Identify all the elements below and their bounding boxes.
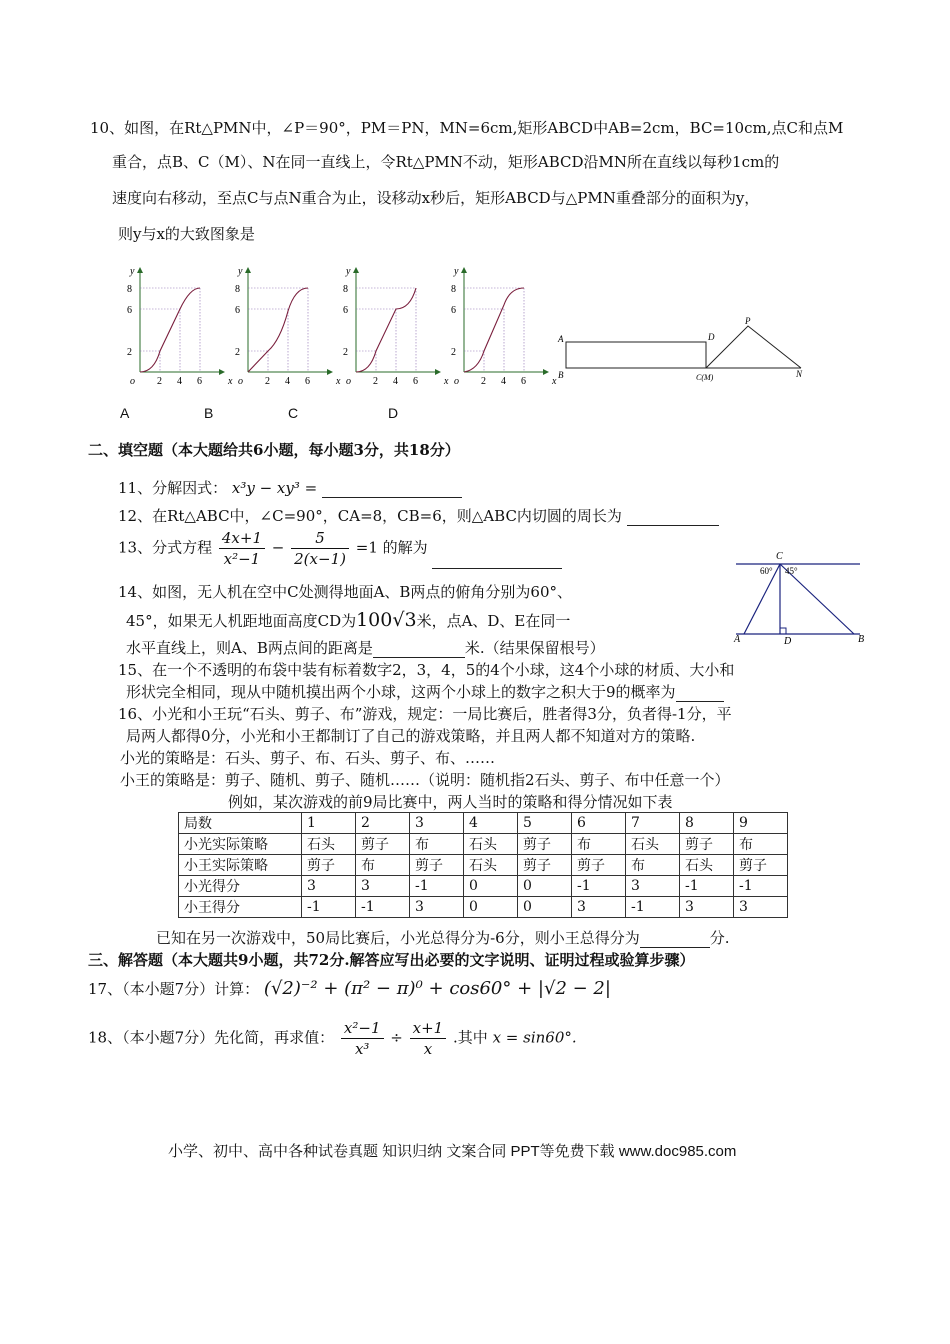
q12-text: 12、在Rt△ABC中，∠C=90°，CA=8，CB=6，则△ABC内切圆的周长为 (118, 507, 622, 525)
option-a-label: A (120, 405, 130, 421)
q13-answer-blank[interactable] (432, 554, 562, 569)
q13-minus: − (271, 538, 285, 557)
x-tick-label: 4 (501, 376, 506, 386)
table-cell: 5 (518, 813, 572, 834)
origin-label: o (130, 376, 135, 386)
q18-suffix: .其中 (453, 1028, 488, 1047)
q18 (88, 1018, 577, 1059)
x-axis-label: x (336, 376, 341, 386)
table-cell: 布 (356, 855, 410, 876)
table-cell: 石头 (464, 855, 518, 876)
table-cell: -1 (680, 876, 734, 897)
q14-line1: 14、如图，无人机在空中C处测得地面A、B两点的俯角分别为60°、 (118, 583, 573, 601)
q10-line2: 重合，点B、C（M）、N在同一直线上，令Rt△PMN不动，矩形ABCD沿MN所在直线以每秒1cm的 (112, 153, 780, 171)
fig-label-a: A (558, 334, 564, 344)
xiaoguang-strategy-row (179, 834, 788, 855)
table-cell: 1 (302, 813, 356, 834)
row-header-cell: 小王得分 (179, 897, 302, 918)
y-tick-label: 6 (235, 305, 240, 316)
y-tick-label: 2 (451, 347, 456, 358)
section3-title: 三、解答题（本大题共9小题，共72分.解答应写出必要的文字说明、证明过程或验算步骤） (88, 951, 695, 969)
y-tick-label: 2 (235, 347, 240, 358)
fig-label-n: N (796, 369, 803, 379)
table-cell: -1 (356, 897, 410, 918)
xiaowang-strategy-row (179, 855, 788, 876)
q14-answer-blank[interactable] (373, 643, 465, 658)
table-cell: 3 (356, 876, 410, 897)
q10-option-graphs (116, 262, 566, 386)
fig-label-cm: C(M) (696, 373, 714, 382)
table-cell: 剪子 (356, 834, 410, 855)
q16-line4: 小王的策略是：剪子、随机、剪子、随机……（说明：随机指2石头、剪子、布中任意一个） (120, 771, 730, 789)
section2-title: 二、填空题（本大题给共6小题，每小题3分，共18分） (88, 441, 460, 459)
y-tick-label: 6 (343, 305, 348, 316)
row-header-cell: 局数 (179, 813, 302, 834)
x-tick-label: 2 (481, 376, 486, 386)
y-tick-label: 2 (343, 347, 348, 358)
table-cell: 布 (410, 834, 464, 855)
option-c-graph (343, 266, 449, 386)
q18-fraction-1: $\frac{\text{x²−1}}{\text{x³}}$ (341, 1018, 384, 1059)
origin-label: o (346, 376, 351, 386)
x-tick-label: 4 (177, 376, 182, 386)
xiaowang-score-row (179, 897, 788, 918)
x-tick-label: 6 (521, 376, 526, 386)
q11 (118, 478, 462, 498)
option-d-label: D (388, 405, 399, 421)
q14-height-value: 100√3 (356, 609, 417, 631)
q13-equals: =1 (355, 538, 378, 557)
q14-line3 (126, 638, 605, 658)
q15-line2 (126, 682, 724, 702)
q13-fraction-1: $\frac{4x+1}{\text{x²−1}}$ (219, 528, 265, 569)
q10-line1: 10、如图，在Rt△PMN中，∠P＝90°，PM＝PN，MN=6cm,矩形ABCD中AB=2cm，BC=10cm,点C和点M (90, 119, 844, 137)
table-cell: 7 (626, 813, 680, 834)
drone-label-a: A (734, 634, 741, 644)
table-cell: 4 (464, 813, 518, 834)
q13-suffix: 的解为 (382, 538, 428, 557)
graph-curve (140, 288, 200, 372)
q14-line3-start: 水平直线上，则A、B两点间的距离是 (126, 639, 373, 657)
q13 (118, 528, 562, 569)
option-a-graph (127, 266, 233, 386)
table-cell: 布 (572, 834, 626, 855)
graph-curve (356, 288, 416, 372)
table-cell: 2 (356, 813, 410, 834)
q17-expression: (√2)⁻² + (π² − π)⁰ + cos60° + |√2 − 2| (263, 978, 611, 999)
drone-angle-45: 45° (785, 566, 798, 576)
drone-label-c: C (776, 551, 783, 562)
graph-curve (248, 288, 308, 372)
table-cell: 3 (734, 897, 788, 918)
q18-divide: ÷ (390, 1028, 403, 1047)
x-tick-label: 4 (393, 376, 398, 386)
table-cell: -1 (734, 876, 788, 897)
table-cell: 剪子 (734, 855, 788, 876)
x-tick-label: 6 (197, 376, 202, 386)
q16-line1: 16、小光和小王玩“石头、剪子、布”游戏，规定：一局比赛后，胜者得3分，负者得-1分，平 (118, 705, 732, 723)
origin-label: o (454, 376, 459, 386)
y-tick-label: 6 (127, 305, 132, 316)
y-tick-label: 6 (451, 305, 456, 316)
q14-line2 (126, 610, 570, 631)
x-tick-label: 2 (157, 376, 162, 386)
q13-fraction-2: $\frac{5}{2(x-1)}$ (291, 528, 349, 569)
fig-label-b: B (558, 370, 564, 380)
table-cell: 布 (734, 834, 788, 855)
q10-line3: 速度向右移动，至点C与点N重合为止，设移动x秒后，矩形ABCD与△PMN重叠部分的面积为y， (112, 189, 760, 207)
table-cell: 3 (680, 897, 734, 918)
q16-line2: 局两人都得0分，小光和小王都制订了自己的游戏策略，并且两人都不知道对方的策略. (126, 727, 696, 745)
graph-curve (464, 288, 524, 372)
table-cell: 3 (626, 876, 680, 897)
q16-line6-end: 分. (709, 929, 730, 947)
x-tick-label: 4 (285, 376, 290, 386)
q14-line2-end: 米，点A、D、E在同一 (416, 612, 571, 630)
y-tick-label: 8 (451, 284, 456, 295)
table-cell: 0 (518, 897, 572, 918)
table-cell: 石头 (464, 834, 518, 855)
table-cell: 剪子 (572, 855, 626, 876)
table-cell: 8 (680, 813, 734, 834)
q15-line2-text: 形状完全相同，现从中随机摸出两个小球，这两个小球上的数字之积大于9的概率为 (126, 683, 676, 701)
table-cell: 石头 (680, 855, 734, 876)
table-cell: 石头 (626, 834, 680, 855)
y-axis-label: y (454, 266, 459, 277)
q11-prefix: 11、分解因式： (118, 479, 228, 497)
table-cell: 剪子 (680, 834, 734, 855)
footer-text: 小学、初中、高中各种试卷真题 知识归纳 文案合同 PPT等免费下载 www.doc985.com (168, 1143, 737, 1160)
q10-figure-rectangle-triangle (556, 314, 816, 386)
y-tick-label: 2 (127, 347, 132, 358)
drone-label-b: B (858, 634, 865, 644)
table-cell: 6 (572, 813, 626, 834)
table-cell: 0 (518, 876, 572, 897)
table-cell: -1 (410, 876, 464, 897)
q15-answer-blank[interactable] (676, 687, 724, 702)
q17 (88, 976, 611, 1002)
table-cell: -1 (572, 876, 626, 897)
q16-line6 (156, 928, 729, 948)
q14-line2-start: 45°，如果无人机距地面高度CD为 (126, 612, 357, 630)
x-tick-label: 2 (265, 376, 270, 386)
fig-label-d: D (708, 332, 715, 342)
table-cell: -1 (302, 897, 356, 918)
table-cell: 0 (464, 876, 518, 897)
q16-answer-blank[interactable] (640, 933, 710, 948)
q15-line1: 15、在一个不透明的布袋中装有标着数字2，3，4，5的4个小球，这4个小球的材质、大小和 (118, 661, 735, 679)
x-tick-label: 2 (373, 376, 378, 386)
x-tick-label: 6 (413, 376, 418, 386)
row-header-cell: 小王实际策略 (179, 855, 302, 876)
option-d-graph (451, 266, 557, 386)
table-cell: 3 (302, 876, 356, 897)
origin-label: o (238, 376, 243, 386)
q13-prefix: 13、分式方程 (118, 538, 213, 557)
y-tick-label: 8 (127, 284, 132, 295)
y-axis-label: y (238, 266, 243, 277)
q10-line4: 则y与x的大致图象是 (118, 225, 255, 243)
y-axis-label: y (346, 266, 351, 277)
q16-score-table (178, 812, 788, 918)
table-cell: 剪子 (302, 855, 356, 876)
q14-figure-drone (732, 548, 872, 644)
row-header-cell: 小光得分 (179, 876, 302, 897)
table-cell: 剪子 (518, 834, 572, 855)
q12-answer-blank[interactable] (627, 511, 719, 526)
table-cell: -1 (626, 897, 680, 918)
q18-prefix: 18、（本小题7分）先化简，再求值： (88, 1028, 335, 1047)
round-number-row (179, 813, 788, 834)
option-b-graph (235, 266, 341, 386)
q14-line3-end: 米.（结果保留根号） (464, 639, 605, 657)
y-axis-label: y (130, 266, 135, 277)
y-tick-label: 8 (235, 284, 240, 295)
x-axis-label: x (552, 376, 557, 386)
table-cell: 石头 (302, 834, 356, 855)
fig-label-p: P (745, 316, 751, 326)
x-tick-label: 6 (305, 376, 310, 386)
q12 (118, 506, 719, 526)
table-cell: 3 (410, 813, 464, 834)
y-tick-label: 8 (343, 284, 348, 295)
xiaoguang-score-row (179, 876, 788, 897)
table-cell: 9 (734, 813, 788, 834)
q11-answer-blank[interactable] (322, 483, 462, 498)
q18-condition: x = sin60°. (492, 1028, 577, 1047)
q16-line5: 例如，某次游戏的前9局比赛中，两人当时的策略和得分情况如下表 (228, 793, 673, 811)
q16-line3: 小光的策略是：石头、剪子、布、石头、剪子、布、…… (120, 749, 496, 767)
table-cell: 0 (464, 897, 518, 918)
option-c-label: C (288, 405, 299, 421)
option-b-label: B (204, 405, 214, 421)
q16-line6-text: 已知在另一次游戏中，50局比赛后，小光总得分为-6分，则小王总得分为 (156, 929, 640, 947)
table-cell: 剪子 (518, 855, 572, 876)
row-header-cell: 小光实际策略 (179, 834, 302, 855)
x-axis-label: x (444, 376, 449, 386)
drone-angle-60: 60° (760, 566, 773, 576)
table-cell: 3 (572, 897, 626, 918)
q17-prefix: 17、（本小题7分）计算： (88, 980, 260, 998)
table-cell: 布 (626, 855, 680, 876)
drone-label-d: D (784, 636, 792, 644)
x-axis-label: x (228, 376, 233, 386)
table-cell: 3 (410, 897, 464, 918)
q11-expression: x³y − xy³ = (231, 479, 318, 497)
table-cell: 剪子 (410, 855, 464, 876)
q18-fraction-2: $\frac{x+1}{x}$ (410, 1018, 447, 1059)
